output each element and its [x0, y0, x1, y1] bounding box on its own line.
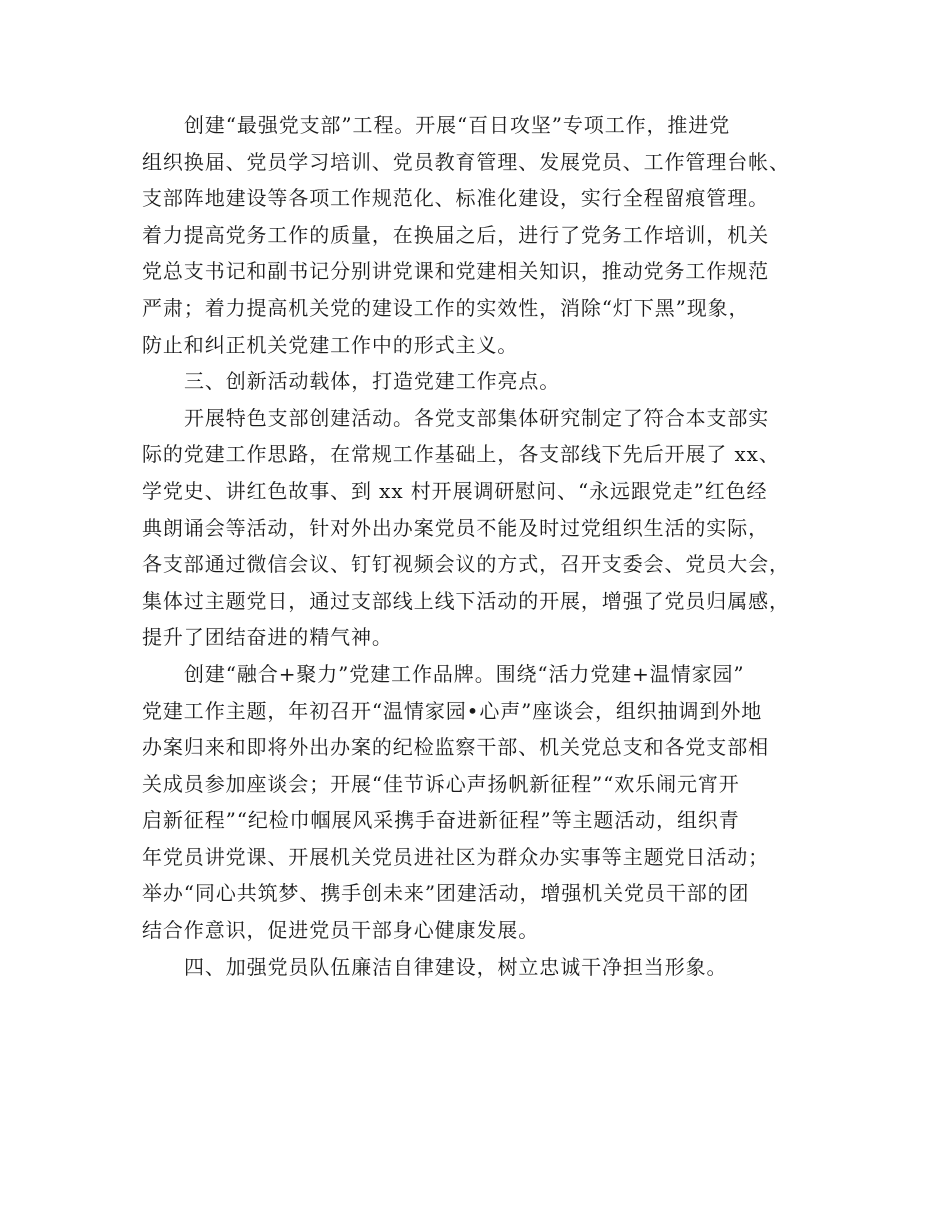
document-body [142, 107, 812, 985]
paragraph-line: 集体过主题党日，通过支部线上线下活动的开展，增强了党员归属感， [142, 588, 790, 613]
paragraph-line: 创建“最强党支部”工程。开展“百日攻坚”专项工作，推进党 [184, 113, 731, 137]
paragraph-line: 创建“融合+聚力”党建工作品牌。围绕“活力党建+温情家园” [184, 661, 745, 686]
paragraph-line: 际的党建工作思路，在常规工作基础上，各支部线下先后开展了 xx、 [142, 442, 780, 467]
paragraph-line: 举办“同心共筑梦、携手创未来”团建活动，增强机关党员干部的团 [142, 881, 750, 906]
paragraph-line: 关成员参加座谈会；开展“佳节诉心声扬帆新征程”“欢乐闹元宵开 [142, 771, 740, 796]
paragraph-line: 防止和纠正机关党建工作中的形式主义。 [142, 332, 519, 357]
paragraph-line: 典朗诵会等活动，针对外出办案党员不能及时过党组织生活的实际， [142, 515, 769, 540]
paragraph-line: 严肃；着力提高机关党的建设工作的实效性，消除“灯下黑”现象， [142, 295, 750, 320]
paragraph-line: 启新征程”“纪检巾帼展风采携手奋进新征程”等主题活动，组织青 [142, 808, 740, 833]
paragraph-line: 提升了团结奋进的精气神。 [142, 625, 393, 650]
paragraph-line: 年党员讲党课、开展机关党员进社区为群众办实事等主题党日活动； [142, 844, 769, 869]
paragraph-line: 党总支书记和副书记分别讲党课和党建相关知识，推动党务工作规范 [142, 259, 769, 284]
paragraph-line: 支部阵地建设等各项工作规范化、标准化建设，实行全程留痕管理。 [142, 186, 769, 211]
paragraph-line: 着力提高党务工作的质量，在换届之后，进行了党务工作培训，机关 [142, 222, 769, 247]
paragraph-line: 组织换届、党员学习培训、党员教育管理、发展党员、工作管理台帐、 [142, 149, 790, 174]
paragraph-line: 党建工作主题，年初召开“温情家园•心声”座谈会，组织抽调到外地 [142, 698, 763, 723]
paragraph-line: 结合作意识，促进党员干部身心健康发展。 [142, 918, 540, 943]
paragraph-line: 开展特色支部创建活动。各党支部集体研究制定了符合本支部实 [184, 405, 770, 430]
paragraph-line: 学党史、讲红色故事、到 xx 村开展调研慰问、“永远跟党走”红色经 [142, 478, 768, 503]
paragraph-line: 办案归来和即将外出办案的纪检监察干部、机关党总支和各党支部相 [142, 735, 769, 760]
section-heading: 三、创新活动载体，打造党建工作亮点。 [184, 369, 561, 394]
paragraph-line: 各支部通过微信会议、钉钉视频会议的方式，召开支委会、党员大会， [142, 552, 790, 577]
section-heading: 四、加强党员队伍廉洁自律建设，树立忠诚干净担当形象。 [184, 954, 728, 979]
